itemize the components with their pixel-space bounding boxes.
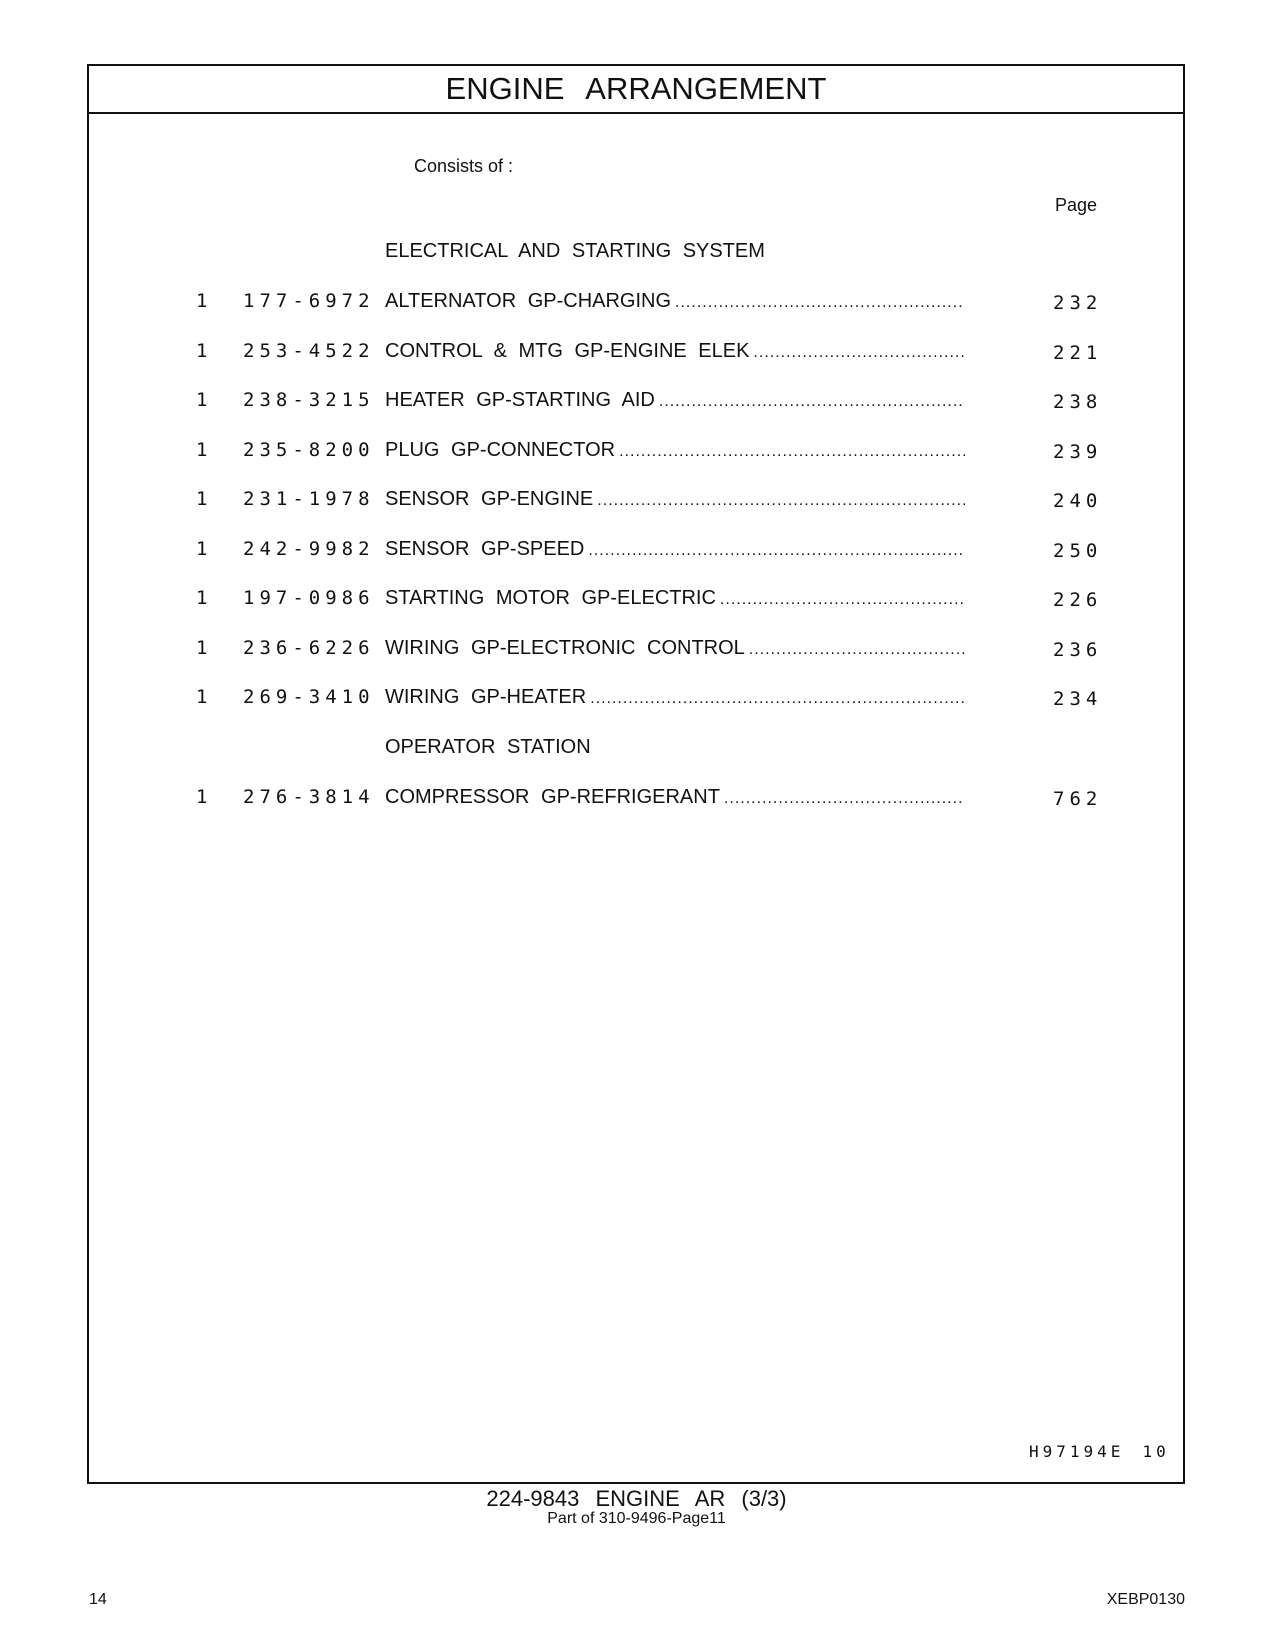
consists-of-label: Consists of : (414, 156, 514, 176)
part-description: CONTROL & MTG GP-ENGINE ELEK (385, 339, 750, 362)
part-quantity: 1 (196, 290, 208, 312)
part-number: 269-3410 (243, 686, 375, 708)
part-number: 235-8200 (243, 438, 375, 461)
part-number: 231-1978 (243, 488, 375, 510)
part-number: 276-3814 (243, 785, 375, 808)
part-page-ref: 239 (1053, 440, 1103, 463)
part-description-line (385, 686, 965, 709)
part-row (89, 686, 1183, 716)
part-number: 236-6226 (243, 636, 375, 659)
part-description: COMPRESSOR GP-REFRIGERANT (385, 785, 720, 808)
part-description: SENSOR GP-ENGINE (385, 488, 594, 510)
part-page-ref: 238 (1053, 391, 1103, 413)
part-description: STARTING MOTOR GP-ELECTRIC (385, 587, 716, 609)
part-row (89, 439, 1183, 469)
part-description-line (385, 389, 965, 412)
part-row (89, 290, 1183, 320)
part-quantity: 1 (196, 537, 208, 560)
part-page-ref: 762 (1053, 787, 1103, 810)
part-quantity: 1 (196, 785, 208, 808)
part-number: 253-4522 (243, 339, 375, 362)
part-page-ref: 250 (1053, 539, 1103, 562)
part-row (89, 340, 1183, 370)
part-number: 238-3215 (243, 389, 375, 411)
page-title: ENGINE ARRANGEMENT (89, 66, 1183, 114)
part-description: ALTERNATOR GP-CHARGING (385, 290, 672, 312)
dot-leader (749, 641, 965, 659)
part-description-line (385, 488, 965, 511)
part-description: HEATER GP-STARTING AID (385, 389, 655, 411)
part-quantity: 1 (196, 488, 208, 510)
part-row (89, 637, 1183, 667)
section-header: ELECTRICAL AND STARTING SYSTEM (385, 240, 765, 262)
part-quantity: 1 (196, 389, 208, 411)
page-number: 14 (89, 1591, 107, 1608)
part-page-ref: 240 (1053, 490, 1103, 512)
part-description-line (385, 637, 965, 660)
part-row (89, 538, 1183, 568)
group-caption-parent: Part of 310-9496-Page11 (547, 1510, 726, 1527)
part-page-ref: 232 (1053, 292, 1103, 314)
part-page-ref: 226 (1053, 589, 1103, 611)
part-quantity: 1 (196, 686, 208, 708)
part-description-line (385, 538, 965, 561)
part-number: 242-9982 (243, 537, 375, 560)
part-quantity: 1 (196, 438, 208, 461)
dot-leader (590, 690, 965, 708)
part-page-ref: 234 (1053, 688, 1103, 710)
content-frame (87, 64, 1185, 1484)
part-quantity: 1 (196, 636, 208, 659)
group-caption (0, 1486, 1273, 1528)
dot-leader (659, 393, 965, 411)
part-page-ref: 236 (1053, 638, 1103, 661)
part-description: PLUG GP-CONNECTOR (385, 438, 616, 461)
illustration-code-id: H97194E (1029, 1442, 1125, 1461)
part-quantity: 1 (196, 339, 208, 362)
illustration-code-rev: 10 (1142, 1442, 1170, 1461)
illustration-code (1029, 1442, 1170, 1461)
page-column-header: Page (1055, 195, 1098, 215)
section-header: OPERATOR STATION (385, 735, 591, 758)
part-number: 177-6972 (243, 290, 375, 312)
part-row (89, 389, 1183, 419)
dot-leader (619, 443, 965, 461)
dot-leader (724, 790, 965, 808)
document-id: XEBP0130 (1106, 1591, 1185, 1608)
dot-leader (753, 344, 965, 362)
dot-leader (597, 492, 965, 510)
part-description-line (385, 340, 965, 363)
part-description-line (385, 439, 965, 462)
part-description-line (385, 786, 965, 809)
part-description-line (385, 290, 965, 313)
part-page-ref: 221 (1053, 341, 1103, 364)
dot-leader (675, 294, 965, 312)
part-description: SENSOR GP-SPEED (385, 537, 585, 560)
dot-leader (720, 591, 965, 609)
part-description: WIRING GP-ELECTRONIC CONTROL (385, 636, 745, 659)
part-description: WIRING GP-HEATER (385, 686, 587, 708)
part-description-line (385, 587, 965, 610)
part-row (89, 786, 1183, 816)
part-number: 197-0986 (243, 587, 375, 609)
part-row (89, 587, 1183, 617)
dot-leader (588, 542, 965, 560)
part-row (89, 488, 1183, 518)
part-quantity: 1 (196, 587, 208, 609)
group-caption-title: 224-9843 ENGINE AR (3/3) (486, 1486, 787, 1511)
